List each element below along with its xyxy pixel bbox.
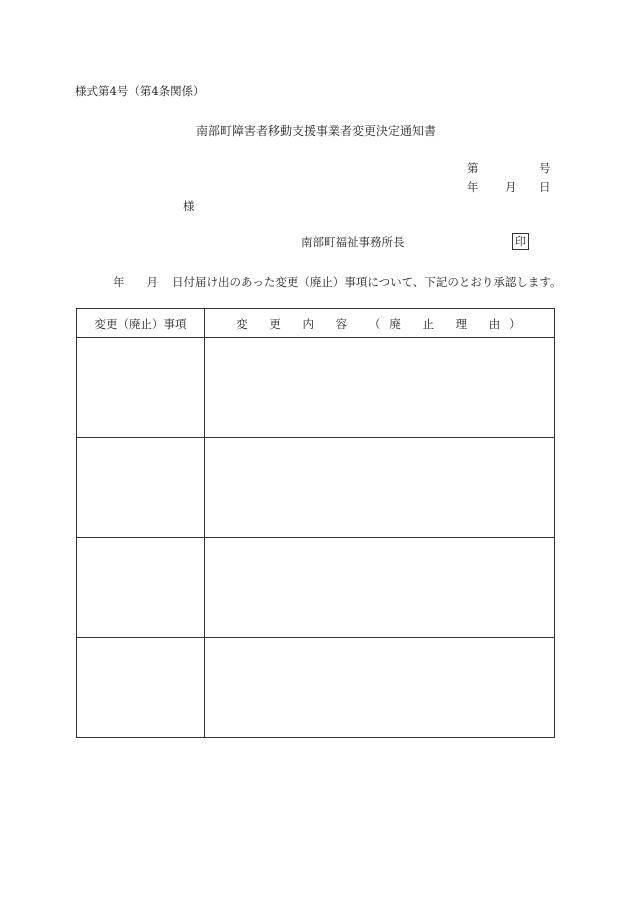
doc-number-prefix: 第: [467, 161, 479, 175]
row-1-content-cell: [205, 338, 554, 437]
document-title: 南部町障害者移動支援事業者変更決定通知書: [196, 124, 437, 138]
statement-text: 日付届け出のあった変更（廃止）事項について、下記のとおり承認します。: [172, 275, 562, 289]
date-month: 月: [505, 180, 517, 194]
addressee-suffix: 様: [183, 199, 195, 213]
form-number: 様式第4号（第4条関係）: [75, 84, 205, 98]
statement-month: 月: [146, 275, 158, 289]
date-day: 日: [539, 180, 551, 194]
statement-year: 年: [113, 275, 125, 289]
row-2-content-cell: [205, 438, 554, 537]
row-1-item-cell: [77, 338, 204, 437]
approval-statement: [113, 274, 562, 290]
row-3-item-cell: [77, 538, 204, 637]
row-4-item-cell: [77, 638, 204, 737]
date-year: 年: [467, 180, 479, 194]
row-2-item-cell: [77, 438, 204, 537]
change-table: [76, 308, 555, 738]
seal-box: 印: [512, 233, 529, 250]
header-change-content: 変 更 内 容 （廃 止 理 由）: [236, 317, 530, 331]
row-4-content-cell: [205, 638, 554, 737]
header-change-item: 変更（廃止）事項: [94, 317, 187, 331]
sender-name: 南部町福祉事務所長: [301, 235, 405, 249]
doc-number-suffix: 号: [539, 161, 551, 175]
row-3-content-cell: [205, 538, 554, 637]
